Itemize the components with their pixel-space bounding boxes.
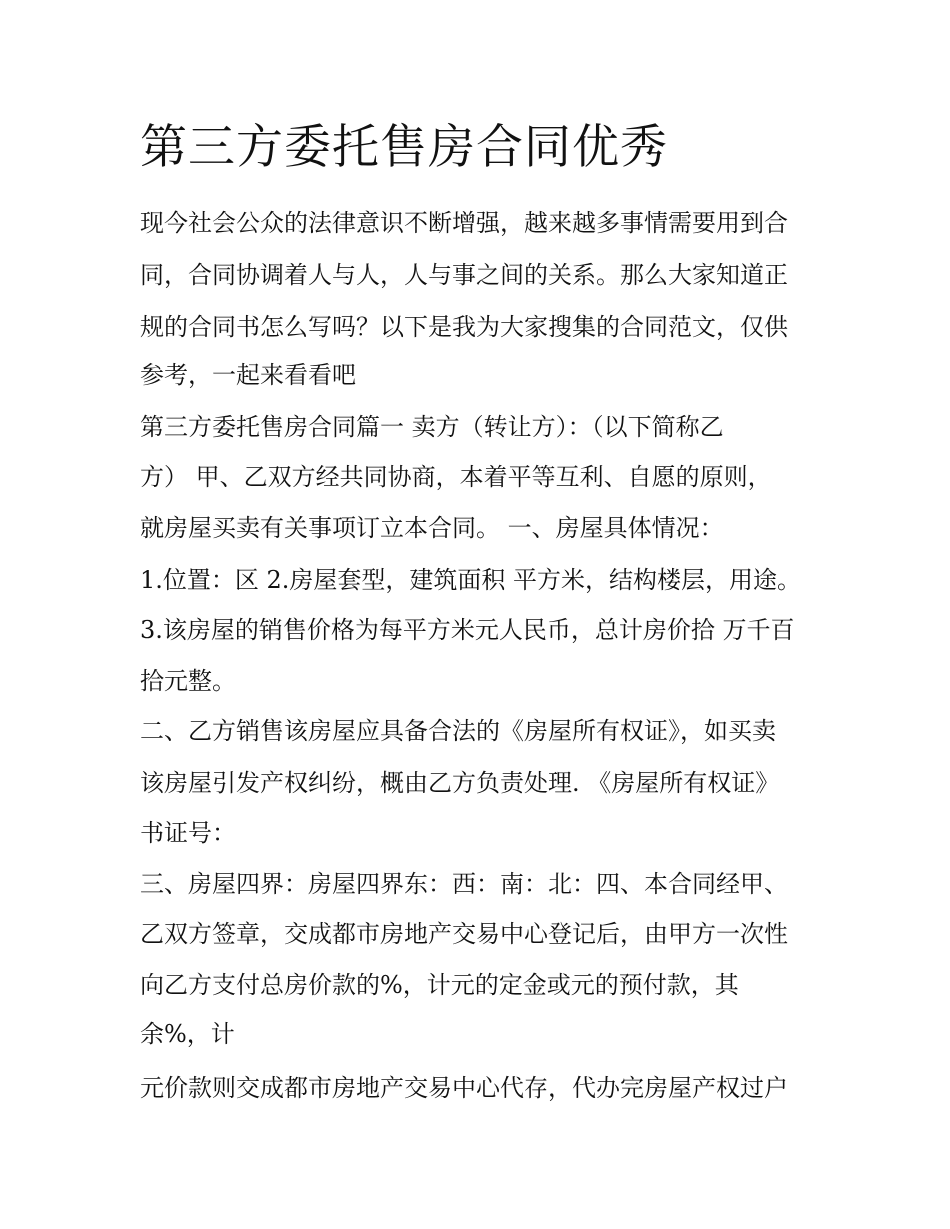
paragraph-line: 同，合同协调着人与人，人与事之间的关系。那么大家知道正 (140, 261, 788, 289)
paragraph-line: 向乙方支付总房价款的%，计元的定金或元的预付款，其 (140, 971, 739, 999)
paragraph-line: 元价款则交成都市房地产交易中心代存，代办完房屋产权过户 (140, 1074, 788, 1102)
paragraph-line: 三、房屋四界：房屋四界东：西：南：北：四、本合同经甲、 (140, 870, 788, 898)
paragraph-line: 余%，计 (140, 1020, 235, 1048)
paragraph-line: 该房屋引发产权纠纷，概由乙方负责处理. 《房屋所有权证》 (140, 769, 780, 797)
paragraph-line: 规的合同书怎么写吗？以下是我为大家搜集的合同范文，仅供 (140, 313, 788, 341)
paragraph-line: 1.位置：区 2.房屋套型，建筑面积 平方米，结构楼层，用途。 (140, 566, 802, 594)
paragraph-line: 二、乙方销售该房屋应具备合法的《房屋所有权证》，如买卖 (140, 717, 776, 745)
paragraph-line: 方） 甲、乙双方经共同协商，本着平等互利、自愿的原则， (140, 463, 772, 491)
paragraph-line: 参考，一起来看看吧 (140, 361, 356, 389)
paragraph-line: 第三方委托售房合同篇一 卖方（转让方）：（以下简称乙 (140, 413, 724, 441)
paragraph-line: 书证号： (140, 819, 236, 847)
document-title: 第三方委托售房合同优秀 (140, 120, 668, 175)
paragraph-line: 就房屋买卖有关事项订立本合同。 一、房屋具体情况： (140, 514, 724, 542)
paragraph-line: 乙双方签章，交成都市房地产交易中心登记后，由甲方一次性 (140, 920, 788, 948)
paragraph-line: 拾元整。 (140, 667, 236, 695)
paragraph-line: 现今社会公众的法律意识不断增强，越来越多事情需要用到合 (140, 209, 788, 237)
paragraph-line: 3.该房屋的销售价格为每平方米元人民币，总计房价拾 万千百 (140, 616, 795, 644)
